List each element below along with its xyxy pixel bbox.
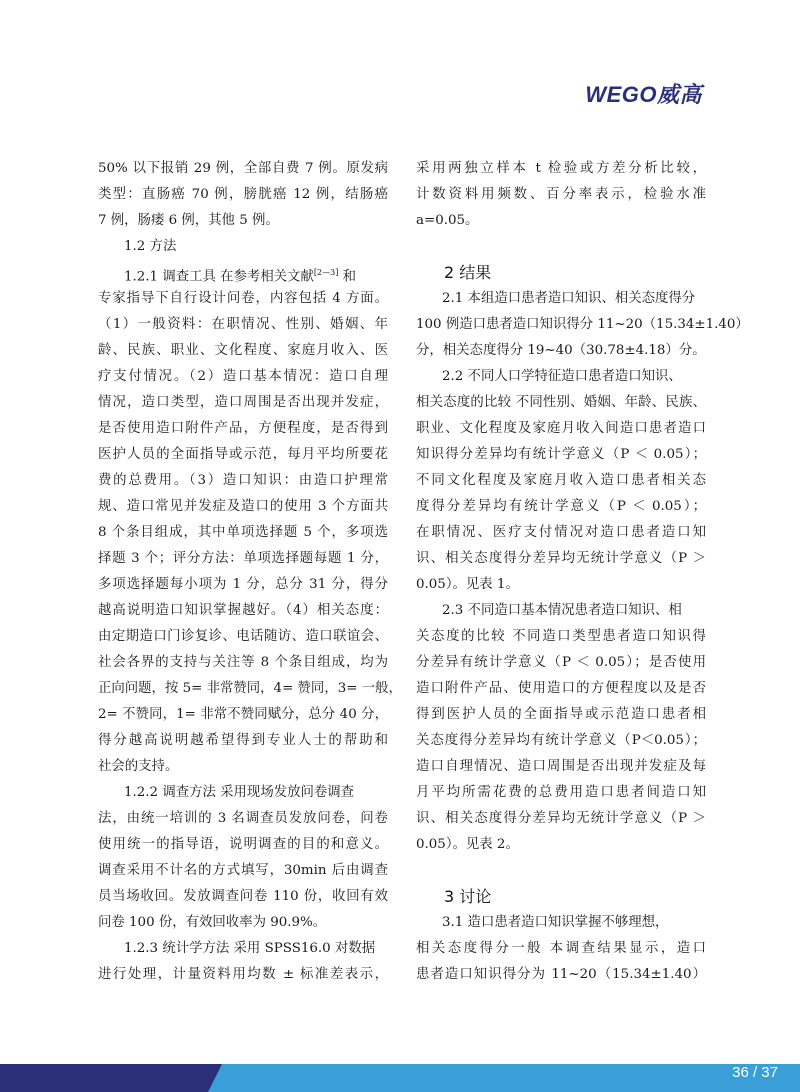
body-line: 在职情况、医疗支付情况对造口患者造口知 — [416, 525, 706, 540]
body-line: a=0.05。 — [416, 213, 479, 228]
body-line: 类型：直肠癌 70 例，膀胱癌 12 例，结肠癌 — [98, 187, 388, 202]
body-line: 50% 以下报销 29 例，全部自费 7 例。原发病 — [98, 161, 388, 176]
body-line: 择题 3 个；评分方法：单项选择题每题 1 分， — [98, 551, 388, 566]
body-line: 1.2.3 统计学方法 采用 SPSS16.0 对数据 — [124, 941, 376, 956]
body-line: 2= 不赞同，1= 非常不赞同赋分，总分 40 分， — [98, 707, 388, 722]
body-line: 疗支付情况。（2）造口基本情况：造口自理 — [98, 369, 388, 384]
body-line: 1.2.2 调查方法 采用现场发放问卷调查 — [124, 785, 355, 800]
body-line: 识、相关态度得分差异均无统计学意义（P ＞ — [416, 811, 706, 826]
body-line: 调查采用不计名的方式填写，30min 后由调查 — [98, 863, 388, 878]
body-line: 分差异有统计学意义（P ＜ 0.05）；是否使用 — [416, 655, 706, 670]
footer-light-band — [208, 1064, 800, 1092]
body-line: 相关态度的比较 不同性别、婚姻、年龄、民族、 — [416, 395, 706, 410]
body-text: 1.2.1 调查工具 在参考相关文献 — [124, 269, 314, 285]
left-column — [98, 156, 402, 988]
body-text: 和 — [338, 269, 356, 285]
page-number: 36 / 37 — [732, 1064, 778, 1081]
body-line: 7 例，肠瘘 6 例，其他 5 例。 — [98, 213, 279, 228]
body-line: 0.05）。见表 2。 — [416, 837, 519, 852]
citation: [2—3] — [313, 268, 339, 277]
body-line: 多项选择题每小项为 1 分，总分 31 分，得分 — [98, 577, 388, 592]
spacer — [416, 858, 706, 884]
body-line: 龄、民族、职业、文化程度、家庭月收入、医 — [98, 343, 388, 358]
body-line: 员当场收回。发放调查问卷 110 份，收回有效 — [98, 889, 388, 904]
body-line: 由定期造口门诊复诊、电话随访、造口联谊会、 — [98, 629, 388, 644]
body-line: 是否使用造口附件产品，方便程度，是否得到 — [98, 421, 388, 436]
body-line: 法，由统一培训的 3 名调查员发放问卷，问卷 — [98, 811, 388, 826]
body-line: 8 个条目组成，其中单项选择题 5 个，多项选 — [98, 525, 388, 540]
body-line: 造口自理情况、造口周围是否出现并发症及每 — [416, 759, 706, 774]
body-line: 职业、文化程度及家庭月收入间造口患者造口 — [416, 421, 706, 436]
body-line: 正向问题，按 5= 非常赞同，4= 赞同，3= 一般， — [98, 681, 402, 696]
body-line: 社会的支持。 — [98, 759, 179, 774]
body-line: 知识得分差异均有统计学意义（P ＜ 0.05）； — [416, 447, 706, 462]
footer-dark-band — [0, 1064, 230, 1092]
body-line: （1）一般资料：在职情况、性别、婚姻、年 — [98, 317, 388, 332]
body-line: 社会各界的支持与关注等 8 个条目组成，均为 — [98, 655, 388, 670]
brand-logo: WEGO威高 — [585, 82, 702, 107]
body-line: 费的总费用。（3）造口知识：由造口护理常 — [98, 473, 388, 488]
body-line: 不同文化程度及家庭月收入造口患者相关态 — [416, 473, 706, 488]
body-line: 使用统一的指导语，说明调查的目的和意义。 — [98, 837, 388, 852]
body-line: 分，相关态度得分 19~40（30.78±4.18）分。 — [416, 343, 706, 358]
body-line: 关态度的比较 不同造口类型患者造口知识得 — [416, 629, 706, 644]
body-line: 度得分差异均有统计学意义（P ＜ 0.05）； — [416, 499, 706, 514]
body-line: 2.1 本组造口患者造口知识、相关态度得分 — [442, 291, 696, 306]
body-line: 得分越高说明越希望得到专业人士的帮助和 — [98, 733, 388, 748]
body-line: 专家指导下自行设计问卷，内容包括 4 方面。 — [98, 291, 388, 306]
body-line: 相关态度得分一般 本调查结果显示，造口 — [416, 941, 706, 956]
spacer — [416, 234, 706, 260]
body-line: 计数资料用频数、百分率表示，检验水准 — [416, 187, 706, 202]
right-column — [416, 156, 749, 988]
section-heading: 3 讨论 — [444, 887, 492, 906]
body-line: 医护人员的全面指导或示范，每月平均所要花 — [98, 447, 388, 462]
page-footer — [0, 1046, 800, 1092]
body-line: 越高说明造口知识掌握越好。（4）相关态度： — [98, 603, 388, 618]
body-line: 100 例造口患者造口知识得分 11~20（15.34±1.40） — [416, 317, 749, 332]
body-line: 2.3 不同造口基本情况患者造口知识、相 — [442, 603, 682, 618]
body-line — [98, 260, 388, 286]
body-line: 2.2 不同人口学特征造口患者造口知识、 — [442, 369, 682, 384]
body-line: 月平均所需花费的总费用造口患者间造口知 — [416, 785, 706, 800]
footer-band — [0, 1046, 800, 1092]
section-heading: 2 结果 — [444, 263, 492, 282]
body-line: 采用两独立样本 t 检验或方差分析比较， — [416, 161, 706, 176]
body-line: 得到医护人员的全面指导或示范造口患者相 — [416, 707, 706, 722]
body-line: 识、相关态度得分差异均无统计学意义（P ＞ — [416, 551, 706, 566]
body-line: 患者造口知识得分为 11~20（15.34±1.40） — [416, 967, 706, 982]
body-line: 造口附件产品、使用造口的方便程度以及是否 — [416, 681, 706, 696]
body-line: 问卷 100 份，有效回收率为 90.9%。 — [98, 915, 327, 930]
body-line: 0.05）。见表 1。 — [416, 577, 519, 592]
body-line: 规、造口常见并发症及造口的使用 3 个方面共 — [98, 499, 388, 514]
body-line: 关态度得分差异均有统计学意义（P＜0.05）； — [416, 733, 706, 748]
body-line: 3.1 造口患者造口知识掌握不够理想， — [442, 915, 669, 930]
subsection-title: 1.2 方法 — [124, 239, 177, 254]
body-line: 情况，造口类型，造口周围是否出现并发症， — [98, 395, 388, 410]
body-line: 进行处理，计量资料用均数 ± 标准差表示， — [98, 967, 388, 982]
